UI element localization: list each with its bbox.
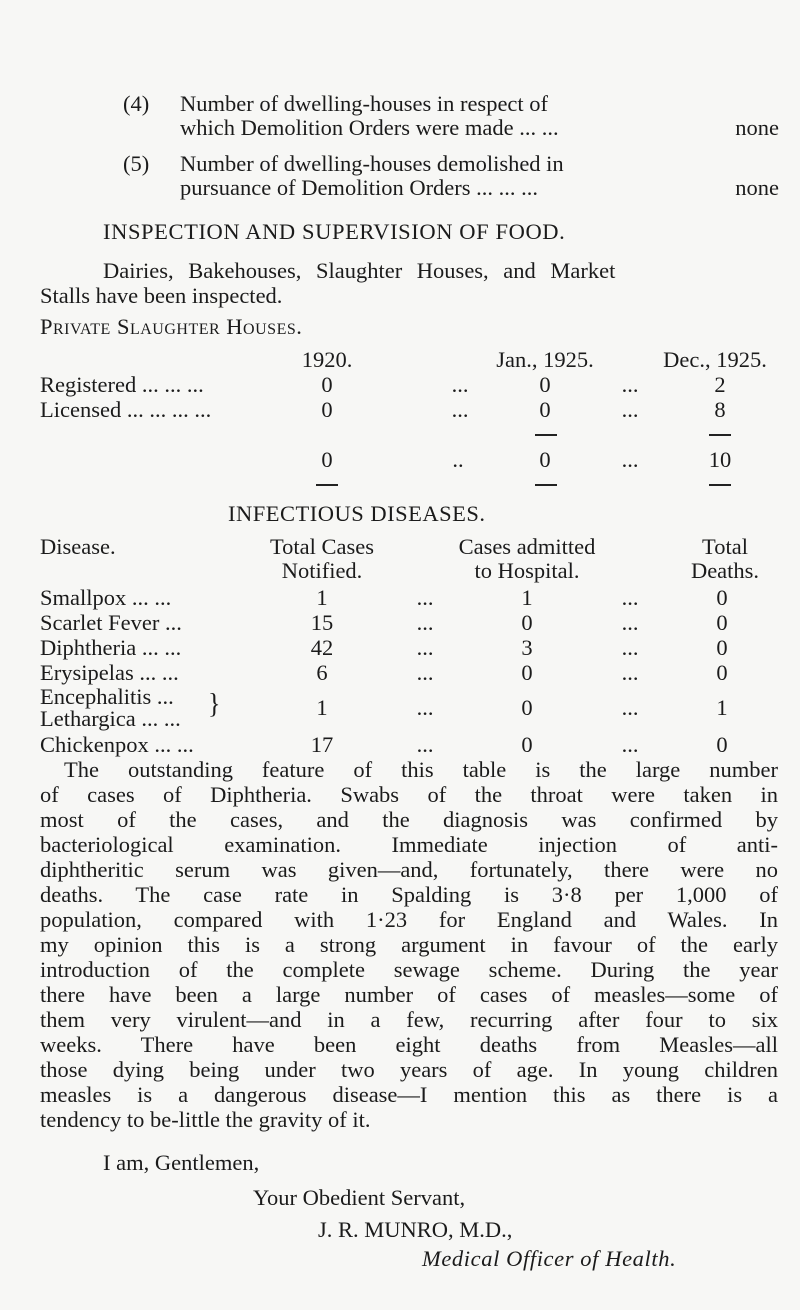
body-line-5: diphtheritic serum was given—and, fortunately, there were no [40, 857, 778, 882]
smallpox-admitted: 1 [521, 585, 533, 610]
brace-glyph: } [208, 687, 221, 720]
body-line-1: The outstanding feature of this table is the large number [64, 757, 778, 782]
item-4-line-1: Number of dwelling-houses in respect of [180, 91, 549, 116]
disease-name-scarlet-fever: Scarlet Fever ... [40, 610, 182, 635]
slaughter-licensed-dec-1925: 8 [714, 397, 726, 422]
body-line-6: deaths. The case rate in Spalding is 3·8 per 1,000 of [40, 882, 778, 907]
slaughter-row-licensed-label: Licensed ... ... ... ... [40, 397, 212, 422]
smallpox-notified: 1 [316, 585, 328, 610]
body-line-3: most of the cases, and the diagnosis was confirmed by [40, 807, 778, 832]
slaughter-col-1920: 1920. [301, 347, 353, 372]
rule-divider [535, 484, 557, 486]
body-line-7: population, compared with 1·23 for England and Wales. In [40, 907, 778, 932]
slaughter-total-1920: 0 [321, 447, 333, 472]
body-line-4: bacteriological examination. Immediate injection of anti- [40, 832, 778, 857]
col-header-deaths-line-2: Deaths. [690, 558, 760, 583]
slaughter-licensed-dots-1: ... [451, 397, 469, 422]
slaughter-registered-dots-1: ... [451, 372, 469, 397]
slaughter-col-jan-1925: Jan., 1925. [496, 347, 594, 372]
food-paragraph-line-1: Dairies, Bakehouses, Slaughter Houses, and Market [103, 258, 616, 283]
body-line-8: my opinion this is a strong argument in favour of the early [40, 932, 778, 957]
encephalitis-notified: 1 [316, 695, 328, 720]
food-paragraph-line-2: Stalls have been inspected. [40, 283, 283, 308]
disease-name-encephalitis-line-1: Encephalitis ... [40, 684, 174, 709]
col-header-notified-line-2: Notified. [281, 558, 363, 583]
row-dots: ... [416, 732, 434, 757]
item-4-line-2: which Demolition Orders were made ... ... [180, 115, 559, 140]
row-dots: ... [416, 635, 434, 660]
row-dots: ... [621, 732, 639, 757]
body-line-13: those dying being under two years of age. In young children [40, 1057, 778, 1082]
chickenpox-admitted: 0 [521, 732, 533, 757]
row-dots: ... [416, 610, 434, 635]
chickenpox-notified: 17 [310, 732, 334, 757]
rule-divider [316, 484, 338, 486]
rule-divider [709, 484, 731, 486]
scarlet-fever-notified: 15 [310, 610, 334, 635]
slaughter-registered-1920: 0 [321, 372, 333, 397]
scarlet-fever-deaths: 0 [716, 610, 728, 635]
signature-name: J. R. MUNRO, M.D., [318, 1217, 513, 1242]
rule-divider [709, 434, 731, 436]
scarlet-fever-admitted: 0 [521, 610, 533, 635]
encephalitis-admitted: 0 [521, 695, 533, 720]
item-4-number: (4) [123, 91, 150, 116]
row-dots: ... [621, 635, 639, 660]
item-5-line-2: pursuance of Demolition Orders ... ... ... [180, 175, 539, 200]
row-dots: ... [416, 585, 434, 610]
row-dots: ... [416, 660, 434, 685]
slaughter-registered-jan-1925: 0 [539, 372, 551, 397]
slaughter-registered-dots-2: ... [621, 372, 639, 397]
erysipelas-notified: 6 [316, 660, 328, 685]
slaughter-total-dots-1: .. [452, 447, 464, 472]
slaughter-total-dots-2: ... [621, 447, 639, 472]
slaughter-total-dec-1925: 10 [708, 447, 732, 472]
disease-name-diphtheria: Diphtheria ... ... [40, 635, 182, 660]
row-dots: ... [416, 695, 434, 720]
slaughter-subheading: Private Slaughter Houses. [40, 314, 303, 339]
chickenpox-deaths: 0 [716, 732, 728, 757]
body-line-11: them very virulent—and in a few, recurring after four to six [40, 1007, 778, 1032]
item-5-line-1: Number of dwelling-houses demolished in [180, 151, 564, 176]
disease-name-encephalitis-line-2: Lethargica ... ... [40, 706, 181, 731]
slaughter-total-jan-1925: 0 [539, 447, 551, 472]
body-line-12: weeks. There have been eight deaths from Measles—all [40, 1032, 778, 1057]
row-dots: ... [621, 660, 639, 685]
disease-name-chickenpox: Chickenpox ... ... [40, 732, 194, 757]
slaughter-col-dec-1925: Dec., 1925. [663, 347, 767, 372]
signature-title: Medical Officer of Health. [422, 1246, 677, 1271]
slaughter-licensed-dots-2: ... [621, 397, 639, 422]
diphtheria-deaths: 0 [716, 635, 728, 660]
slaughter-licensed-1920: 0 [321, 397, 333, 422]
row-dots: ... [621, 695, 639, 720]
body-line-9: introduction of the complete sewage scheme. During the year [40, 957, 778, 982]
disease-name-smallpox: Smallpox ... ... [40, 585, 172, 610]
infectious-heading: INFECTIOUS DISEASES. [228, 501, 486, 526]
item-4-value: none [735, 115, 779, 140]
erysipelas-admitted: 0 [521, 660, 533, 685]
erysipelas-deaths: 0 [716, 660, 728, 685]
diphtheria-notified: 42 [310, 635, 334, 660]
body-line-2: of cases of Diphtheria. Swabs of the throat were taken in [40, 782, 778, 807]
col-header-disease: Disease. [40, 534, 116, 559]
slaughter-row-registered-label: Registered ... ... ... [40, 372, 204, 397]
item-5-number: (5) [123, 151, 150, 176]
item-5-value: none [735, 175, 779, 200]
slaughter-licensed-jan-1925: 0 [539, 397, 551, 422]
body-line-15: tendency to be-little the gravity of it. [40, 1107, 371, 1132]
diphtheria-admitted: 3 [521, 635, 533, 660]
col-header-deaths-line-1: Total [702, 534, 748, 559]
body-line-10: there have been a large number of cases of measles—some of [40, 982, 778, 1007]
col-header-admitted-line-1: Cases admitted [458, 534, 596, 559]
slaughter-registered-dec-1925: 2 [714, 372, 726, 397]
col-header-admitted-line-2: to Hospital. [474, 558, 580, 583]
closing-salutation: I am, Gentlemen, [103, 1150, 260, 1175]
encephalitis-deaths: 1 [716, 695, 728, 720]
closing-valediction: Your Obedient Servant, [253, 1185, 466, 1210]
body-line-14: measles is a dangerous disease—I mention this as there is a [40, 1082, 778, 1107]
disease-name-erysipelas: Erysipelas ... ... [40, 660, 179, 685]
smallpox-deaths: 0 [716, 585, 728, 610]
food-heading: INSPECTION AND SUPERVISION OF FOOD. [103, 219, 566, 244]
row-dots: ... [621, 610, 639, 635]
col-header-notified-line-1: Total Cases [269, 534, 375, 559]
rule-divider [535, 434, 557, 436]
row-dots: ... [621, 585, 639, 610]
